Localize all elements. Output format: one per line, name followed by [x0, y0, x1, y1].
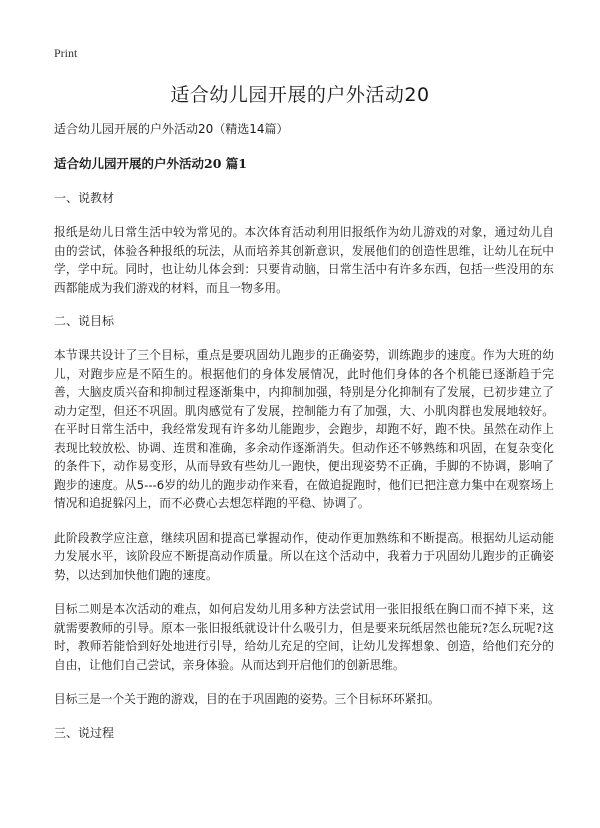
- section-2-paragraph-4: 目标三是一个关于跑的游戏，目的在于巩固跑的姿势。三个目标环环紧扣。: [54, 692, 440, 706]
- section-heading-1: 一、说教材: [54, 191, 115, 205]
- section-2-paragraph-2: 此阶段教学应注意，继续巩固和提高已掌握动作，使动作更加熟练和不断提高。根据幼儿运动能力发展水平，该阶段应不断提高动作质量。所以在这个活动中，我着力于巩固幼儿跑步的正确姿势，以达到加快他们跑的速度。: [54, 530, 554, 582]
- section-1-paragraph-1: 报纸是幼儿日常生活中较为常见的。本次体育活动利用旧报纸作为幼儿游戏的对象，通过幼儿自由的尝试，体验各种报纸的玩法，从而培养其创新意识，发展他们的创造性思维，让幼儿在玩中学，学中玩。同时，也让幼儿体会到：只要肯动脑，日常生活中有许多东西，包括一些没用的东西都能成为我们游戏的材料，而且一物多用。: [54, 225, 554, 295]
- article-heading: 适合幼儿园开展的户外活动20 篇1: [54, 156, 247, 171]
- print-link[interactable]: Print: [54, 46, 78, 60]
- section-heading-2: 二、说目标: [54, 314, 115, 328]
- document-body: [54, 121, 554, 758]
- document-title: 适合幼儿园开展的户外活动20: [170, 84, 430, 106]
- section-2-paragraph-1: 本节课共设计了三个目标，重点是要巩固幼儿跑步的正确姿势，训练跑步的速度。作为大班的幼儿，对跑步应是不陌生的。根据他们的身体发展情况，此时他们身体的各个机能已逐渐趋于完善，大脑皮质兴奋和抑制过程逐渐集中，内抑制加强，特别是分化抑制有了发展，已初步建立了动力定型，但还不巩固。肌肉感觉有了发展，控制能力有了加强，大、小肌肉群也发展地较好。在平时日常生活中，我经常发现有许多幼儿能跑步，会跑步，却跑不好，跑不快。虽然在动作上表现比较放松、协调、连贯和准确，多余动作逐渐消失。但动作还不够熟练和巩固，在复杂变化的条件下，动作易变形，从而导致有些幼儿一跑快，便出现姿势不正确，手脚的不协调，影响了跑步的速度。从5---6岁的幼儿的跑步动作来看，在做追捉跑时，他们已把注意力集中在观察场上情况和追捉躲闪上，而不必费心去想怎样跑的平稳、协调了。: [54, 348, 554, 510]
- document-subtitle: 适合幼儿园开展的户外活动20（精选14篇）: [54, 122, 289, 136]
- section-heading-3: 三、说过程: [54, 725, 115, 740]
- section-2-paragraph-3: 目标二则是本次活动的难点，如何启发幼儿用多种方法尝试用一张旧报纸在胸口而不掉下来，这就需要教师的引导。原本一张旧报纸就设计什么吸引力，但是要来玩纸居然也能玩?怎么玩呢?这时，教师若能恰到好处地进行引导，给幼儿充足的空间，让幼儿发挥想象、创造，给他们充分的自由，让他们自己尝试，亲身体验。从而达到开启他们的创新思维。: [54, 602, 554, 672]
